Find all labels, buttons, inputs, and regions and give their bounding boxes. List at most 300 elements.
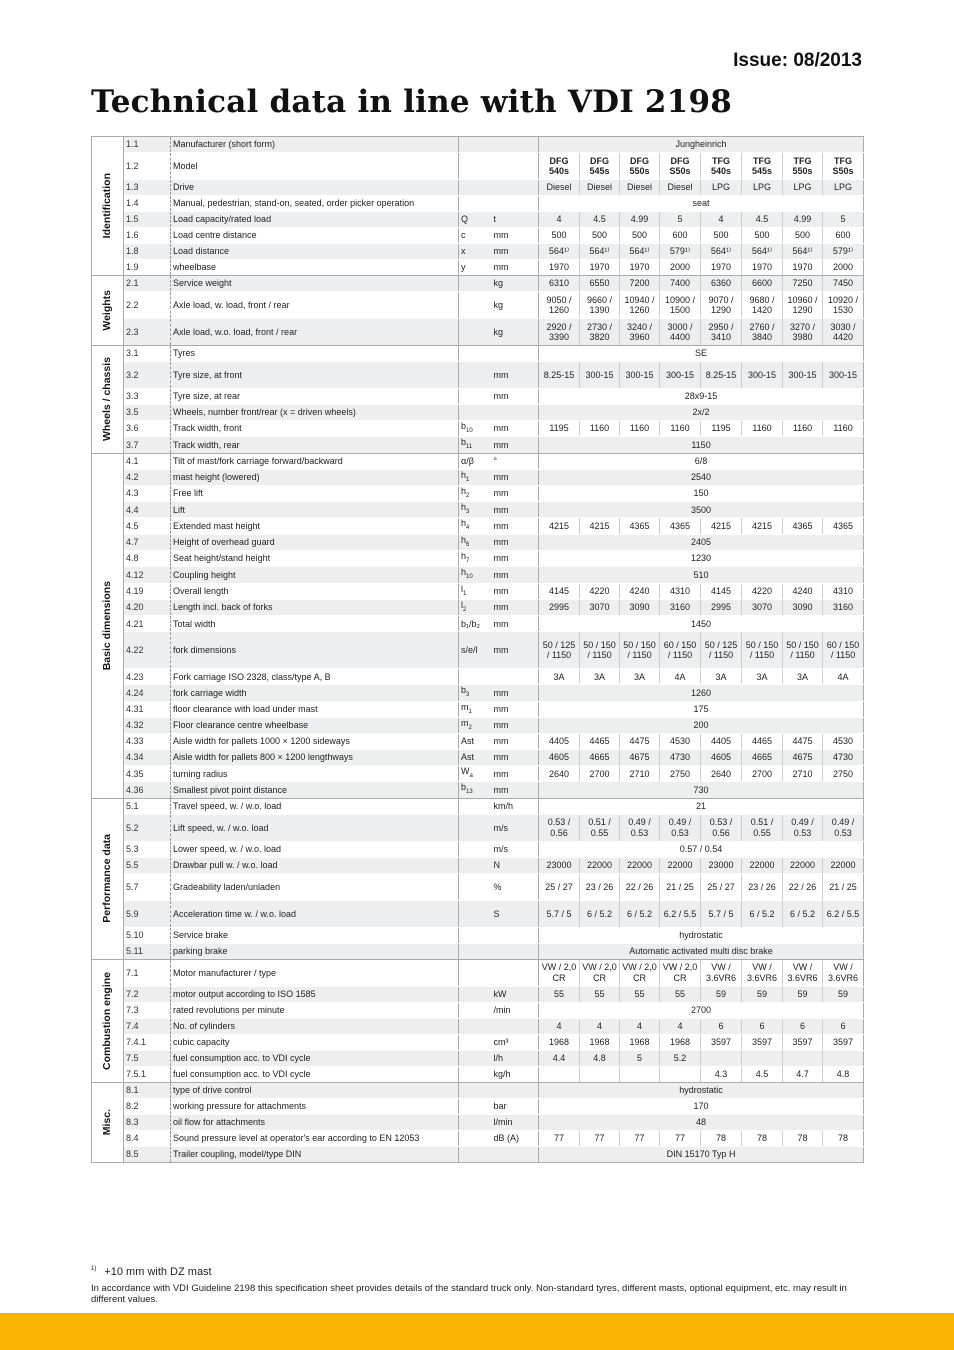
row-value: 22000: [620, 857, 660, 873]
row-value: 4145: [701, 583, 742, 599]
row-description: Floor clearance centre wheelbase: [171, 717, 459, 733]
row-value: 4.99: [620, 212, 660, 228]
row-value: 4675: [783, 750, 823, 766]
row-symbol: [459, 1066, 492, 1082]
symbol-text: Ast: [461, 752, 475, 763]
row-number: 5.10: [124, 927, 171, 943]
row-number: 3.6: [124, 421, 171, 437]
row-description: Manufacturer (short form): [171, 137, 459, 153]
row-unit: [492, 137, 539, 153]
spec-row: [92, 153, 864, 180]
row-value: [823, 1050, 864, 1066]
row-description: Lift speed, w. / w.o. load: [171, 814, 459, 841]
spec-row: [92, 1002, 864, 1018]
row-value-all: 175: [539, 701, 864, 717]
spec-row: [92, 319, 864, 346]
row-unit: [492, 1082, 539, 1098]
symbol-text: h: [461, 534, 467, 545]
spec-row: [92, 196, 864, 212]
symbol-text: b: [461, 437, 467, 448]
row-value: 3597: [783, 1034, 823, 1050]
row-value: 1160: [580, 421, 620, 437]
spec-table: [91, 136, 864, 1163]
row-value: LPG: [742, 180, 783, 196]
symbol-text: α/β: [461, 455, 474, 466]
row-symbol: [459, 1130, 492, 1146]
row-symbol: [459, 180, 492, 196]
row-value: VW / 2,0 CR: [620, 959, 660, 986]
row-value: 10920 / 1530: [823, 292, 864, 319]
row-value: Diesel: [620, 180, 660, 196]
footnote-text: +10 mm with DZ mast: [104, 1266, 212, 1278]
row-number: 4.4: [124, 502, 171, 518]
row-value: 0.51 / 0.55: [580, 814, 620, 841]
row-value: 0.53 / 0.56: [539, 814, 580, 841]
row-value: 3070: [742, 599, 783, 615]
row-unit: S: [492, 900, 539, 927]
row-description: motor output according to ISO 1585: [171, 986, 459, 1002]
group-label: [92, 346, 124, 454]
row-description: Axle load, w. load, front / rear: [171, 292, 459, 319]
row-description: Trailer coupling, model/type DIN: [171, 1146, 459, 1162]
row-value: 500: [783, 228, 823, 244]
row-value: 0.49 / 0.53: [823, 814, 864, 841]
row-unit: l/min: [492, 1114, 539, 1130]
row-value: 2700: [580, 766, 620, 782]
row-value-all: hydrostatic: [539, 1082, 864, 1098]
spec-row: [92, 212, 864, 228]
row-value-all: 170: [539, 1098, 864, 1114]
row-value-all: 150: [539, 485, 864, 501]
group-label: [92, 959, 124, 1082]
row-value: 6 / 5.2: [783, 900, 823, 927]
symbol-subscript: 3: [466, 508, 470, 515]
row-value: 3090: [620, 599, 660, 615]
row-value: 22000: [580, 857, 620, 873]
row-value: 78: [823, 1130, 864, 1146]
row-symbol: [459, 485, 492, 501]
row-value: VW / 3.6VR6: [742, 959, 783, 986]
symbol-subscript: a: [469, 772, 473, 779]
row-symbol: [459, 900, 492, 927]
row-symbol: [459, 943, 492, 959]
row-value: 3A: [620, 669, 660, 685]
symbol-text: b: [461, 421, 467, 431]
symbol-text: b₁/b₂: [461, 618, 481, 629]
row-number: 3.7: [124, 437, 171, 453]
row-value: 59: [823, 986, 864, 1002]
row-description: Drive: [171, 180, 459, 196]
row-unit: mm: [492, 362, 539, 389]
row-value: 50 / 150 / 1150: [783, 632, 823, 669]
row-value: 3597: [701, 1034, 742, 1050]
row-value: 6310: [539, 276, 580, 292]
row-value: 6600: [742, 276, 783, 292]
row-value: VW / 2,0 CR: [660, 959, 701, 986]
row-symbol: [459, 228, 492, 244]
row-symbol: [459, 518, 492, 534]
spec-row: [92, 943, 864, 959]
row-value: 2710: [783, 766, 823, 782]
row-symbol: [459, 750, 492, 766]
row-value: 4665: [580, 750, 620, 766]
row-value: 2000: [823, 260, 864, 276]
row-unit: mm: [492, 389, 539, 405]
row-value: 1968: [539, 1034, 580, 1050]
group-label: [92, 798, 124, 959]
row-value: 0.51 / 0.55: [742, 814, 783, 841]
brand-bar: [0, 1313, 954, 1350]
row-value: 3597: [742, 1034, 783, 1050]
row-value: 4365: [620, 518, 660, 534]
row-unit: kW: [492, 986, 539, 1002]
row-value-all: 2405: [539, 534, 864, 550]
row-number: 4.2: [124, 469, 171, 485]
row-description: Acceleration time w. / w.o. load: [171, 900, 459, 927]
row-unit: m/s: [492, 814, 539, 841]
row-value: VW / 3.6VR6: [783, 959, 823, 986]
row-unit: kg: [492, 276, 539, 292]
row-value: 2640: [539, 766, 580, 782]
row-value: 6: [742, 1018, 783, 1034]
row-value: 300-15: [620, 362, 660, 389]
spec-row: [92, 669, 864, 685]
row-value: 8.25-15: [539, 362, 580, 389]
row-value-all: Jungheinrich: [539, 137, 864, 153]
group-label: [92, 276, 124, 346]
row-description: No. of cylinders: [171, 1018, 459, 1034]
row-description: fork carriage width: [171, 685, 459, 701]
group-label: [92, 137, 124, 276]
row-unit: mm: [492, 260, 539, 276]
row-symbol: [459, 437, 492, 453]
row-description: Aisle width for pallets 1000 × 1200 sideways: [171, 734, 459, 750]
row-value: 1195: [701, 421, 742, 437]
row-number: 5.11: [124, 943, 171, 959]
row-value: 55: [539, 986, 580, 1002]
spec-row: [92, 453, 864, 469]
row-symbol: [459, 841, 492, 857]
row-value-all: 1150: [539, 437, 864, 453]
row-unit: mm: [492, 750, 539, 766]
row-description: Lower speed, w. / w.o. load: [171, 841, 459, 857]
symbol-text: m: [461, 717, 469, 728]
row-value: 55: [620, 986, 660, 1002]
row-value: 7200: [620, 276, 660, 292]
row-value: 4215: [580, 518, 620, 534]
spec-row: [92, 389, 864, 405]
row-value: 5: [660, 212, 701, 228]
row-description: Tilt of mast/fork carriage forward/backward: [171, 453, 459, 469]
row-unit: mm: [492, 469, 539, 485]
row-value: 4.7: [783, 1066, 823, 1082]
row-symbol: [459, 1114, 492, 1130]
row-value: 2995: [701, 599, 742, 615]
row-value: 564¹⁾: [783, 244, 823, 260]
row-unit: mm: [492, 717, 539, 733]
row-number: 4.34: [124, 750, 171, 766]
row-value: 4730: [660, 750, 701, 766]
row-value: 300-15: [660, 362, 701, 389]
row-value: 600: [823, 228, 864, 244]
group-label-text: Wheels / chassis: [101, 357, 114, 442]
spec-row: [92, 1066, 864, 1082]
row-value: TFG 545s: [742, 153, 783, 180]
row-description: rated revolutions per minute: [171, 1002, 459, 1018]
row-value-all: 0.57 / 0.54: [539, 841, 864, 857]
symbol-text: l: [461, 583, 463, 594]
row-value: 3A: [701, 669, 742, 685]
row-unit: [492, 669, 539, 685]
spec-row: [92, 244, 864, 260]
row-unit: mm: [492, 421, 539, 437]
row-value: 4310: [660, 583, 701, 599]
row-symbol: [459, 669, 492, 685]
row-unit: kg/h: [492, 1066, 539, 1082]
row-value: 6: [783, 1018, 823, 1034]
row-unit: mm: [492, 567, 539, 583]
row-number: 3.2: [124, 362, 171, 389]
row-value: 4220: [580, 583, 620, 599]
row-unit: mm: [492, 534, 539, 550]
row-value: 4665: [742, 750, 783, 766]
group-label-text: Identification: [101, 173, 114, 239]
row-value: 3A: [539, 669, 580, 685]
row-value: 50 / 125 / 1150: [539, 632, 580, 669]
symbol-subscript: 2: [463, 606, 467, 613]
symbol-text: m: [461, 701, 469, 712]
row-unit: dB (A): [492, 1130, 539, 1146]
row-value-all: 200: [539, 717, 864, 733]
row-value-all: 510: [539, 567, 864, 583]
row-value: 4465: [580, 734, 620, 750]
row-unit: mm: [492, 485, 539, 501]
row-value-all: 6/8: [539, 453, 864, 469]
footnote-marker: 1): [91, 1266, 97, 1273]
row-value: 1970: [580, 260, 620, 276]
row-value: DFG 545s: [580, 153, 620, 180]
row-number: 7.2: [124, 986, 171, 1002]
row-unit: kg: [492, 292, 539, 319]
issue-date: Issue: 08/2013: [733, 50, 862, 71]
row-value: 0.49 / 0.53: [620, 814, 660, 841]
row-value: 78: [742, 1130, 783, 1146]
row-value: 4675: [620, 750, 660, 766]
row-symbol: [459, 196, 492, 212]
row-value: 7250: [783, 276, 823, 292]
row-unit: [492, 1146, 539, 1162]
symbol-subscript: 11: [466, 444, 473, 451]
row-unit: m/s: [492, 841, 539, 857]
row-value: 25 / 27: [539, 873, 580, 900]
row-value: 2950 / 3410: [701, 319, 742, 346]
row-unit: l/h: [492, 1050, 539, 1066]
row-value: 3030 / 4420: [823, 319, 864, 346]
row-description: cubic capacity: [171, 1034, 459, 1050]
row-value: 564¹⁾: [742, 244, 783, 260]
row-description: fuel consumption acc. to VDI cycle: [171, 1050, 459, 1066]
row-value: 4A: [823, 669, 864, 685]
spec-row: [92, 734, 864, 750]
row-number: 4.31: [124, 701, 171, 717]
row-value: 4.4: [539, 1050, 580, 1066]
group-label: [92, 1082, 124, 1162]
row-value: 2730 / 3820: [580, 319, 620, 346]
row-value: 4: [701, 212, 742, 228]
row-value: 23 / 26: [742, 873, 783, 900]
symbol-text: h: [461, 485, 467, 496]
row-value: 21 / 25: [660, 873, 701, 900]
row-unit: [492, 346, 539, 362]
row-value-all: seat: [539, 196, 864, 212]
row-value: 4365: [783, 518, 823, 534]
row-value-all: 3500: [539, 502, 864, 518]
row-symbol: [459, 453, 492, 469]
group-label-text: Misc.: [101, 1109, 114, 1136]
disclaimer: In accordance with VDI Guideline 2198 this specification sheet provides details of the standard truck only. Non-standard tyres, different masts, optional equipment, etc. may result in different values.: [91, 1283, 847, 1305]
spec-row: [92, 782, 864, 798]
row-symbol: [459, 244, 492, 260]
row-number: 4.19: [124, 583, 171, 599]
row-number: 1.1: [124, 137, 171, 153]
row-number: 1.4: [124, 196, 171, 212]
spec-row: [92, 405, 864, 421]
row-value: 0.53 / 0.56: [701, 814, 742, 841]
spec-row: [92, 701, 864, 717]
row-value: 1160: [823, 421, 864, 437]
row-value: 564¹⁾: [539, 244, 580, 260]
row-value-all: Automatic activated multi disc brake: [539, 943, 864, 959]
symbol-subscript: 1: [463, 590, 467, 597]
footnote: [91, 1266, 212, 1278]
row-symbol: [459, 212, 492, 228]
row-unit: mm: [492, 502, 539, 518]
row-symbol: [459, 319, 492, 346]
row-value: 3597: [823, 1034, 864, 1050]
row-value: 4.3: [701, 1066, 742, 1082]
row-value: 6: [701, 1018, 742, 1034]
row-value: 500: [539, 228, 580, 244]
spec-row: [92, 632, 864, 669]
row-number: 5.1: [124, 798, 171, 814]
row-value: 1195: [539, 421, 580, 437]
row-value: 78: [701, 1130, 742, 1146]
row-number: 1.2: [124, 153, 171, 180]
spec-row: [92, 1082, 864, 1098]
row-description: Fork carriage ISO 2328, class/type A, B: [171, 669, 459, 685]
row-number: 5.2: [124, 814, 171, 841]
row-description: Load distance: [171, 244, 459, 260]
row-number: 7.1: [124, 959, 171, 986]
row-value-all: 1260: [539, 685, 864, 701]
row-value: 4: [539, 1018, 580, 1034]
row-value-all: 2540: [539, 469, 864, 485]
row-value: 6: [823, 1018, 864, 1034]
row-description: Model: [171, 153, 459, 180]
row-description: Service weight: [171, 276, 459, 292]
row-description: Motor manufacturer / type: [171, 959, 459, 986]
row-value: [783, 1050, 823, 1066]
row-unit: [492, 1018, 539, 1034]
row-value: 4: [660, 1018, 701, 1034]
row-value: 60 / 150 / 1150: [823, 632, 864, 669]
symbol-subscript: 1: [466, 476, 470, 483]
row-value: 4.8: [823, 1066, 864, 1082]
group-label-text: Weights: [101, 290, 114, 331]
row-symbol: [459, 798, 492, 814]
row-value: 23000: [539, 857, 580, 873]
row-unit: mm: [492, 228, 539, 244]
row-value: 1160: [620, 421, 660, 437]
row-description: fork dimensions: [171, 632, 459, 669]
row-description: Load centre distance: [171, 228, 459, 244]
row-symbol: [459, 632, 492, 669]
group-label: [92, 453, 124, 798]
symbol-subscript: 6: [466, 541, 470, 548]
row-unit: mm: [492, 583, 539, 599]
row-symbol: [459, 421, 492, 437]
row-value: 3A: [580, 669, 620, 685]
row-value: 78: [783, 1130, 823, 1146]
row-symbol: [459, 1098, 492, 1114]
spec-row: [92, 534, 864, 550]
row-unit: %: [492, 873, 539, 900]
row-value: Diesel: [660, 180, 701, 196]
row-value: 3160: [823, 599, 864, 615]
row-description: Wheels, number front/rear (x = driven wheels): [171, 405, 459, 421]
row-symbol: [459, 857, 492, 873]
spec-row: [92, 437, 864, 453]
spec-row: [92, 1098, 864, 1114]
row-value: 4240: [783, 583, 823, 599]
row-value: 4215: [701, 518, 742, 534]
row-description: Load capacity/rated load: [171, 212, 459, 228]
row-symbol: [459, 389, 492, 405]
row-symbol: [459, 346, 492, 362]
row-description: Travel speed, w. / w.o. load: [171, 798, 459, 814]
row-value: 9050 / 1260: [539, 292, 580, 319]
row-symbol: [459, 927, 492, 943]
row-value: TFG 550s: [783, 153, 823, 180]
row-value: 7400: [660, 276, 701, 292]
spec-row: [92, 276, 864, 292]
row-value: 4215: [742, 518, 783, 534]
row-unit: mm: [492, 734, 539, 750]
row-number: 5.9: [124, 900, 171, 927]
row-symbol: [459, 986, 492, 1002]
row-value: 1968: [660, 1034, 701, 1050]
row-value: 59: [742, 986, 783, 1002]
row-symbol: [459, 873, 492, 900]
row-description: Coupling height: [171, 567, 459, 583]
row-symbol: [459, 551, 492, 567]
row-number: 8.5: [124, 1146, 171, 1162]
row-symbol: [459, 959, 492, 986]
row-number: 1.8: [124, 244, 171, 260]
symbol-text: y: [461, 262, 466, 273]
row-unit: [492, 959, 539, 986]
row-number: 4.35: [124, 766, 171, 782]
row-description: Lift: [171, 502, 459, 518]
row-number: 4.7: [124, 534, 171, 550]
row-description: Gradeability laden/unladen: [171, 873, 459, 900]
row-value: 7450: [823, 276, 864, 292]
row-value: 1160: [742, 421, 783, 437]
row-unit: mm: [492, 701, 539, 717]
row-unit: N: [492, 857, 539, 873]
row-value: LPG: [823, 180, 864, 196]
row-unit: [492, 943, 539, 959]
